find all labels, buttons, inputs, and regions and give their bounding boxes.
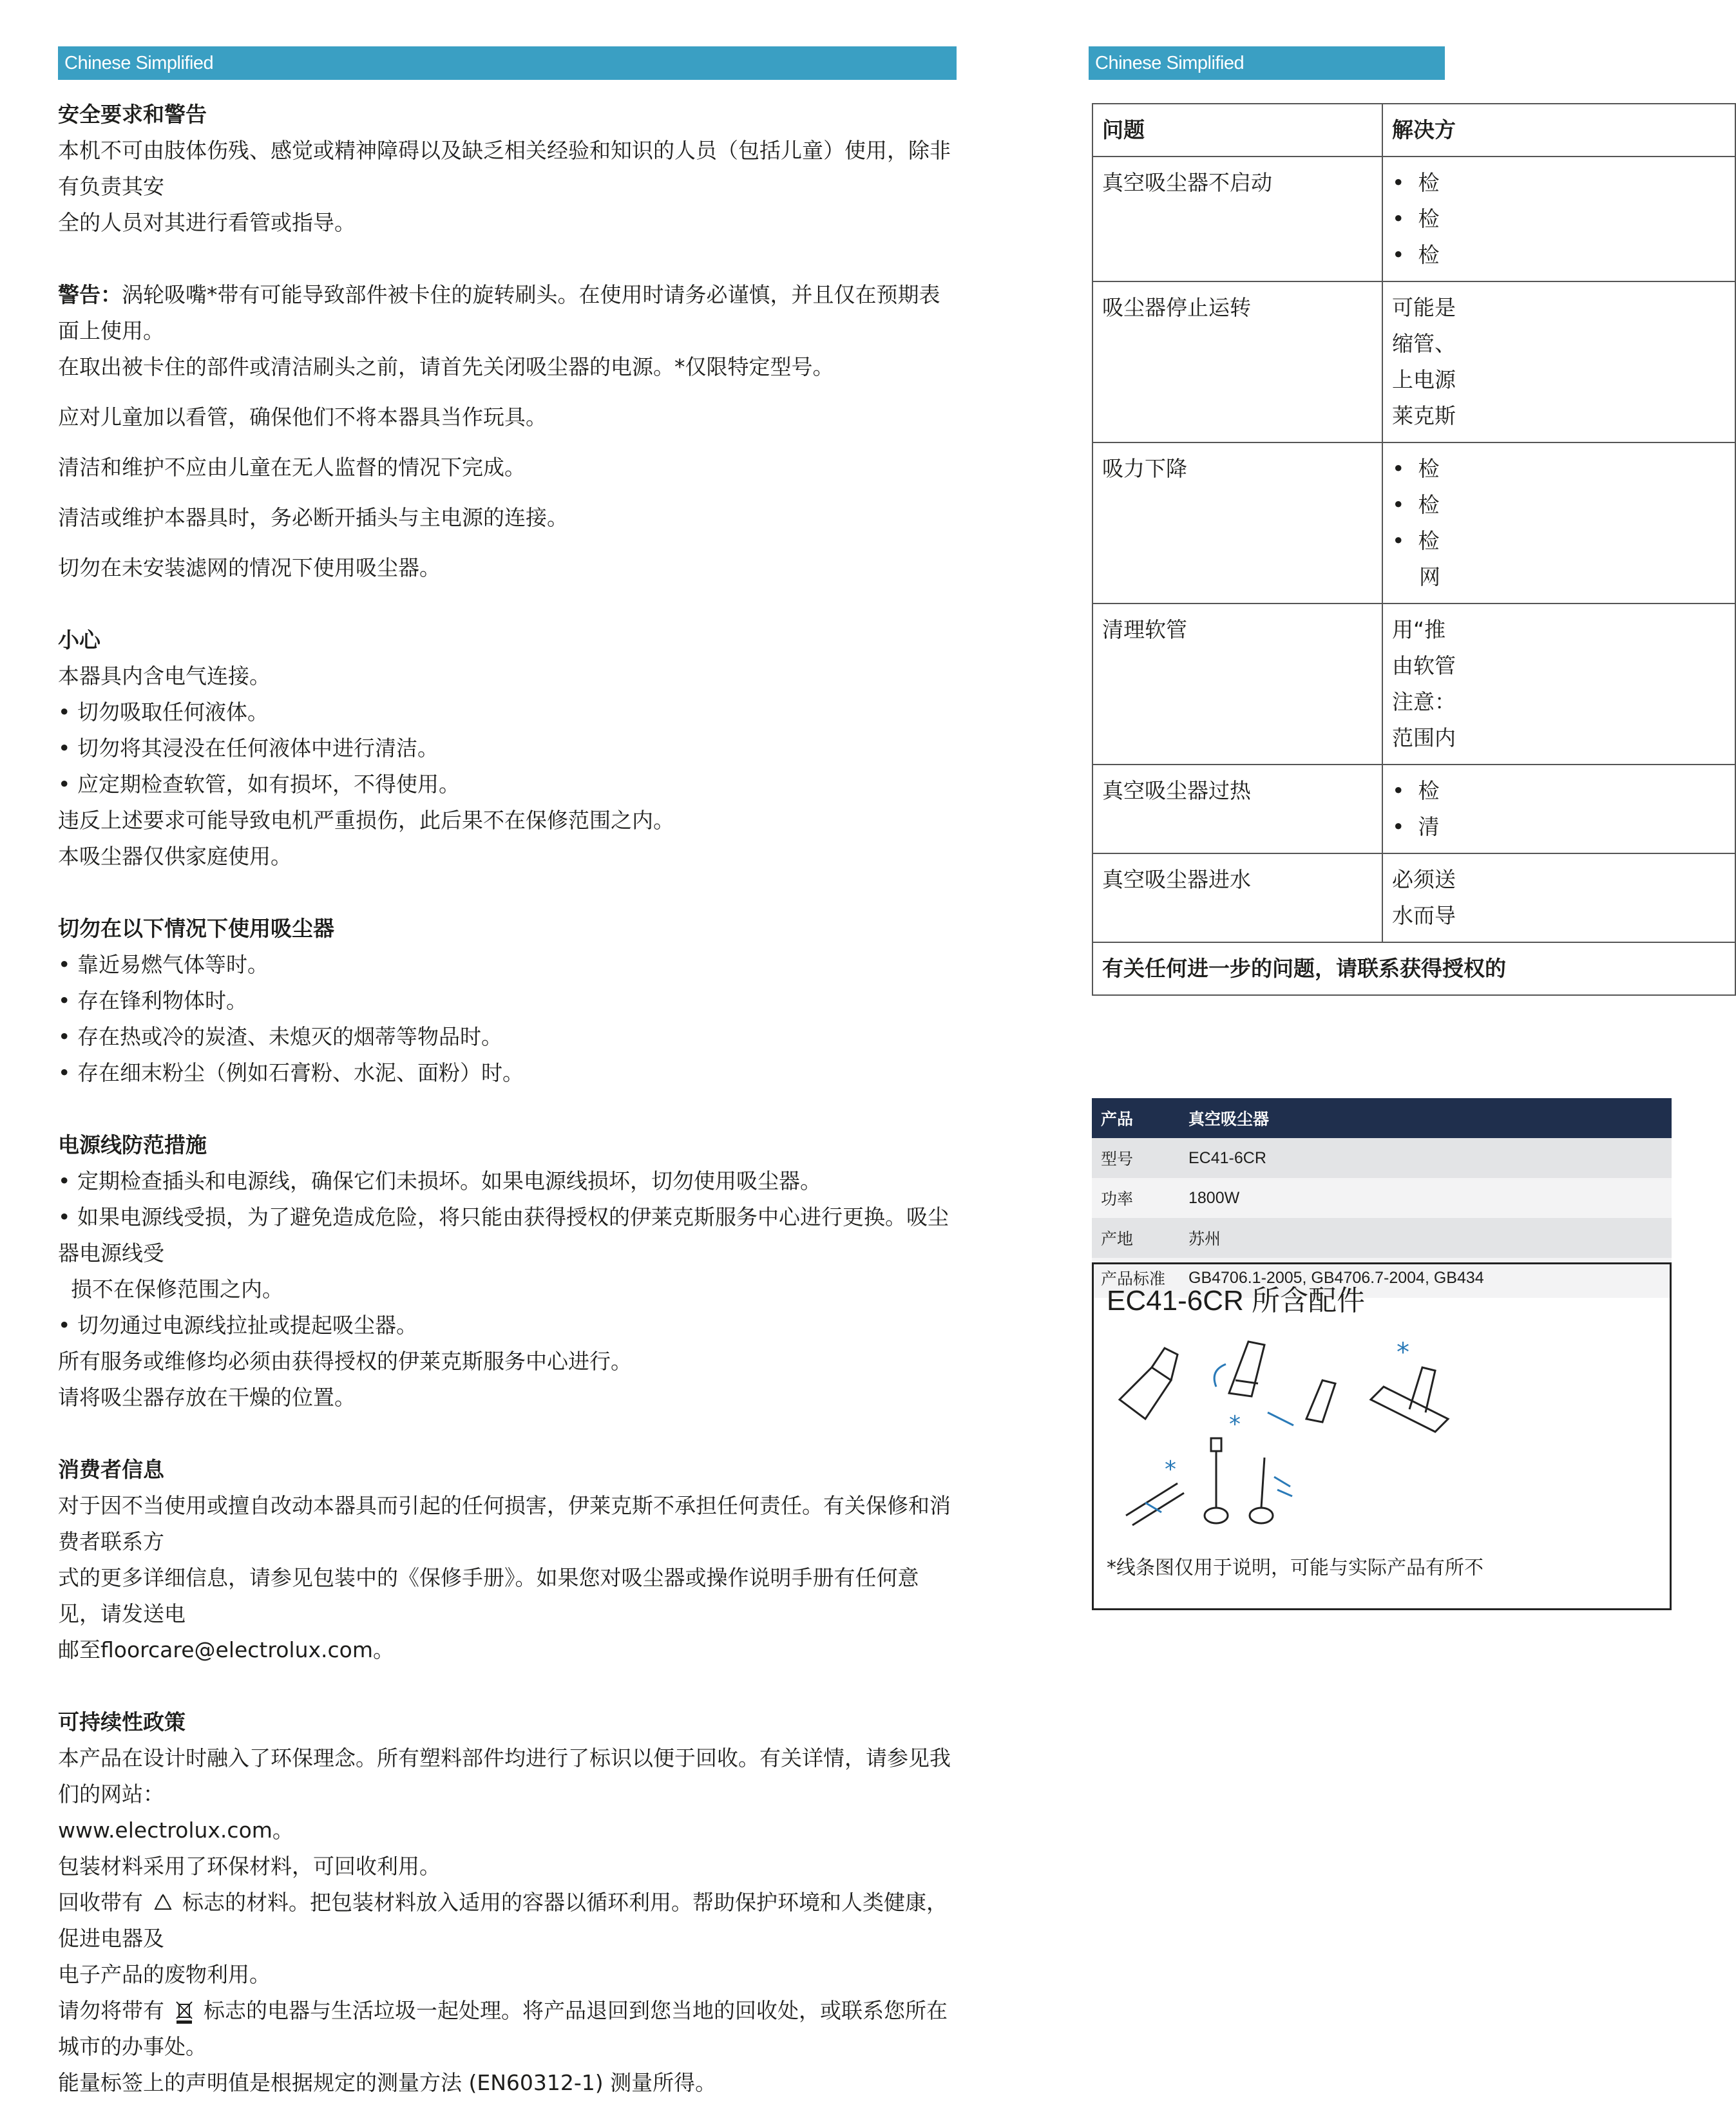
sustain-weee: [58, 1993, 960, 2065]
safety-text-1: 本机不可由肢体伤残、感觉或精神障碍以及缺乏相关经验和知识的人员（包括儿童）使用，除非有负责其安: [58, 138, 951, 199]
troubleshooting-row: [1092, 281, 1735, 442]
crevice-tool-icon: [1120, 1348, 1178, 1419]
solution-cell: [1382, 442, 1735, 604]
solution-line: 范围内: [1392, 725, 1456, 750]
cleaning-text: 清洁和维护不应由儿童在无人监督的情况下完成。: [58, 455, 526, 480]
solution-line: 用“推: [1392, 617, 1446, 642]
spec-row: [1092, 1218, 1672, 1258]
sustain-recycle-2: 电子产品的废物利用。: [58, 1962, 271, 1987]
spec-header-key: 产品: [1092, 1098, 1179, 1138]
crossed-bin-icon: [171, 1999, 197, 2025]
consumer-text-3: 邮至floorcare@electrolux.com。: [58, 1637, 394, 1662]
sustain-packaging: 包装材料采用了环保材料，可回收利用。: [58, 1854, 441, 1879]
turbo-brush-icon: [1205, 1438, 1292, 1523]
never-bullet-1: • 靠近易燃气体等时。: [58, 952, 269, 977]
solution-line: 注意：: [1392, 689, 1456, 714]
unplug-text: 清洁或维护本器具时，务必断开插头与主电源的连接。: [58, 505, 568, 530]
accessories-note: *线条图仅用于说明，可能与实际产品有所不: [1107, 1557, 1483, 1579]
col-problem-header: 问题: [1092, 104, 1382, 157]
weee-text-b: 标志的电器与生活垃圾一起处理。将产品退回到您当地的回收处，或联系您所在城市的办事处。: [58, 1998, 948, 2059]
warning-paragraph-1: [58, 277, 960, 349]
solution-line: • 检: [1392, 778, 1440, 803]
caution-intro: 本器具内含电气连接。: [58, 663, 271, 689]
spec-value: GB4706.1-2005, GB4706.7-2004, GB434: [1179, 1258, 1672, 1298]
col-solution-header: 解决方: [1382, 104, 1735, 157]
svg-text:*: *: [1165, 1456, 1176, 1483]
cord-bullet-3: • 切勿通过电源线拉扯或提起吸尘器。: [58, 1313, 417, 1338]
consumer-text-1: 对于因不当使用或擅自改动本器具而引起的任何损害，伊莱克斯不承担任何责任。有关保修和消费者联系方: [58, 1493, 951, 1554]
caution-household: 本吸尘器仅供家庭使用。: [58, 844, 292, 869]
right-column: [1089, 103, 1506, 2044]
solution-line: • 检: [1392, 206, 1440, 231]
warning-text-1: 涡轮吸嘴*带有可能导致部件被卡住的旋转刷头。在使用时请务必谨慎，并且仅在预期表面上使用。: [58, 282, 940, 343]
svg-text:*: *: [1229, 1411, 1241, 1438]
caution-bullet-2: • 切勿将其浸没在任何液体中进行清洁。: [58, 736, 439, 761]
cord-bullet-2b: 损不在保修范围之内。: [71, 1277, 283, 1302]
spec-value: EC41-6CR: [1179, 1138, 1672, 1178]
solution-cell: [1382, 157, 1735, 281]
left-column: [58, 97, 960, 2101]
spec-key: 产品标准: [1092, 1258, 1179, 1298]
spec-row: [1092, 1178, 1672, 1218]
safety-text-2: 全的人员对其进行看管或指导。: [58, 210, 356, 235]
caution-bullet-3: • 应定期检查软管，如有损坏，不得使用。: [58, 772, 460, 797]
accessories-title: EC41-6CR 所含配件: [1107, 1285, 1365, 1317]
svg-text:*: *: [1397, 1338, 1409, 1367]
problem-cell: 真空吸尘器过热: [1092, 765, 1382, 853]
recycle-icon: [150, 1891, 176, 1917]
consumer-text-2: 式的更多详细信息，请参见包装中的《保修手册》。如果您对吸尘器或操作说明手册有任何意见，请发送电: [58, 1565, 919, 1626]
solution-line: 缩管、: [1392, 331, 1456, 356]
solution-line: 由软管: [1392, 653, 1456, 678]
cord-service: 所有服务或维修均必须由获得授权的伊莱克斯服务中心进行。: [58, 1349, 632, 1374]
sustain-heading: 可持续性政策: [58, 1709, 186, 1735]
sustain-text-1: 本产品在设计时融入了环保理念。所有塑料部件均进行了标识以便于回收。有关详情，请参见我们的网站：: [58, 1745, 951, 1807]
problem-cell: 吸尘器停止运转: [1092, 281, 1382, 442]
language-label-left: Chinese Simplified: [58, 46, 957, 80]
spec-row: [1092, 1138, 1672, 1178]
troubleshooting-table: [1092, 103, 1736, 996]
weee-text-a: 请勿将带有: [58, 1998, 164, 2023]
children-text: 应对儿童加以看管，确保他们不将本器具当作玩具。: [58, 404, 547, 430]
never-bullet-3: • 存在热或冷的炭渣、未熄灭的烟蒂等物品时。: [58, 1024, 502, 1049]
troubleshooting-row: [1092, 853, 1735, 942]
cord-bullet-2a: • 如果电源线受损，为了避免造成危险，将只能由获得授权的伊莱克斯服务中心进行更换。吸尘器电源线受: [58, 1204, 949, 1266]
spec-key: 型号: [1092, 1138, 1179, 1178]
cord-heading: 电源线防范措施: [58, 1132, 207, 1157]
sustain-text-2: www.electrolux.com。: [58, 1818, 294, 1843]
warning-label: 警告：: [58, 282, 122, 307]
never-bullet-4: • 存在细末粉尘（例如石膏粉、水泥、面粉）时。: [58, 1060, 524, 1085]
troubleshooting-row: [1092, 157, 1735, 281]
caution-heading: 小心: [58, 627, 100, 652]
solution-cell: [1382, 853, 1735, 942]
energy-text: 能量标签上的声明值是根据规定的测量方法 (EN60312-1) 测量所得。: [58, 2070, 717, 2095]
caution-bullet-1: • 切勿吸取任何液体。: [58, 699, 269, 725]
never-bullet-2: • 存在锋利物体时。: [58, 988, 247, 1013]
accessories-illustration: [1100, 1322, 1667, 1541]
recycle-text-a: 回收带有: [58, 1890, 143, 1915]
troubleshooting-footer: 有关任何进一步的问题，请联系获得授权的: [1092, 942, 1735, 995]
solution-line: • 检: [1392, 456, 1440, 481]
solution-cell: [1382, 765, 1735, 853]
language-label-right: Chinese Simplified: [1089, 46, 1445, 80]
spec-header-value: 真空吸尘器: [1179, 1098, 1672, 1138]
floor-nozzle-icon: [1371, 1367, 1448, 1432]
safety-heading: 安全要求和警告: [58, 102, 207, 127]
solution-line: • 清: [1392, 814, 1440, 839]
spec-value: 1800W: [1179, 1178, 1672, 1218]
spec-key: 产地: [1092, 1218, 1179, 1258]
never-heading: 切勿在以下情况下使用吸尘器: [58, 916, 334, 941]
problem-cell: 清理软管: [1092, 604, 1382, 765]
recycle-text-b: 标志的材料。把包装材料放入适用的容器以循环利用。帮助保护环境和人类健康，促进电器及: [58, 1890, 948, 1951]
solution-line: 上电源: [1392, 367, 1456, 392]
solution-line: • 检: [1392, 242, 1440, 267]
solution-line: 水而导: [1392, 903, 1456, 928]
consumer-heading: 消费者信息: [58, 1457, 164, 1482]
problem-cell: 吸力下降: [1092, 442, 1382, 604]
spec-key: 功率: [1092, 1178, 1179, 1218]
cord-bullet-1: • 定期检查插头和电源线，确保它们未损坏。如果电源线损坏，切勿使用吸尘器。: [58, 1168, 821, 1193]
warning-text-2: 在取出被卡住的部件或清洁刷头之前，请首先关闭吸尘器的电源。*仅限特定型号。: [58, 354, 834, 379]
solution-cell: [1382, 604, 1735, 765]
troubleshooting-row: [1092, 604, 1735, 765]
solution-line: 莱克斯: [1392, 403, 1456, 428]
solution-cell: [1382, 281, 1735, 442]
caution-warranty: 违反上述要求可能导致电机严重损伤，此后果不在保修范围之内。: [58, 808, 674, 833]
extension-tube-icon: [1126, 1483, 1184, 1525]
spec-value: 苏州: [1179, 1218, 1672, 1258]
problem-cell: 真空吸尘器进水: [1092, 853, 1382, 942]
solution-line: • 检: [1392, 492, 1440, 517]
solution-line: 可能是: [1392, 295, 1456, 320]
sustain-recycle-1: [58, 1885, 960, 1957]
solution-line: 必须送: [1392, 867, 1456, 892]
troubleshooting-row: [1092, 442, 1735, 604]
solution-line: • 检: [1392, 170, 1440, 195]
filter-text: 切勿在未安装滤网的情况下使用吸尘器。: [58, 555, 441, 580]
cord-storage: 请将吸尘器存放在干燥的位置。: [58, 1385, 356, 1410]
solution-line: 网: [1392, 564, 1440, 589]
solution-line: • 检: [1392, 528, 1440, 553]
troubleshooting-row: [1092, 765, 1735, 853]
accessories-box: [1092, 1262, 1672, 1610]
problem-cell: 真空吸尘器不启动: [1092, 157, 1382, 281]
